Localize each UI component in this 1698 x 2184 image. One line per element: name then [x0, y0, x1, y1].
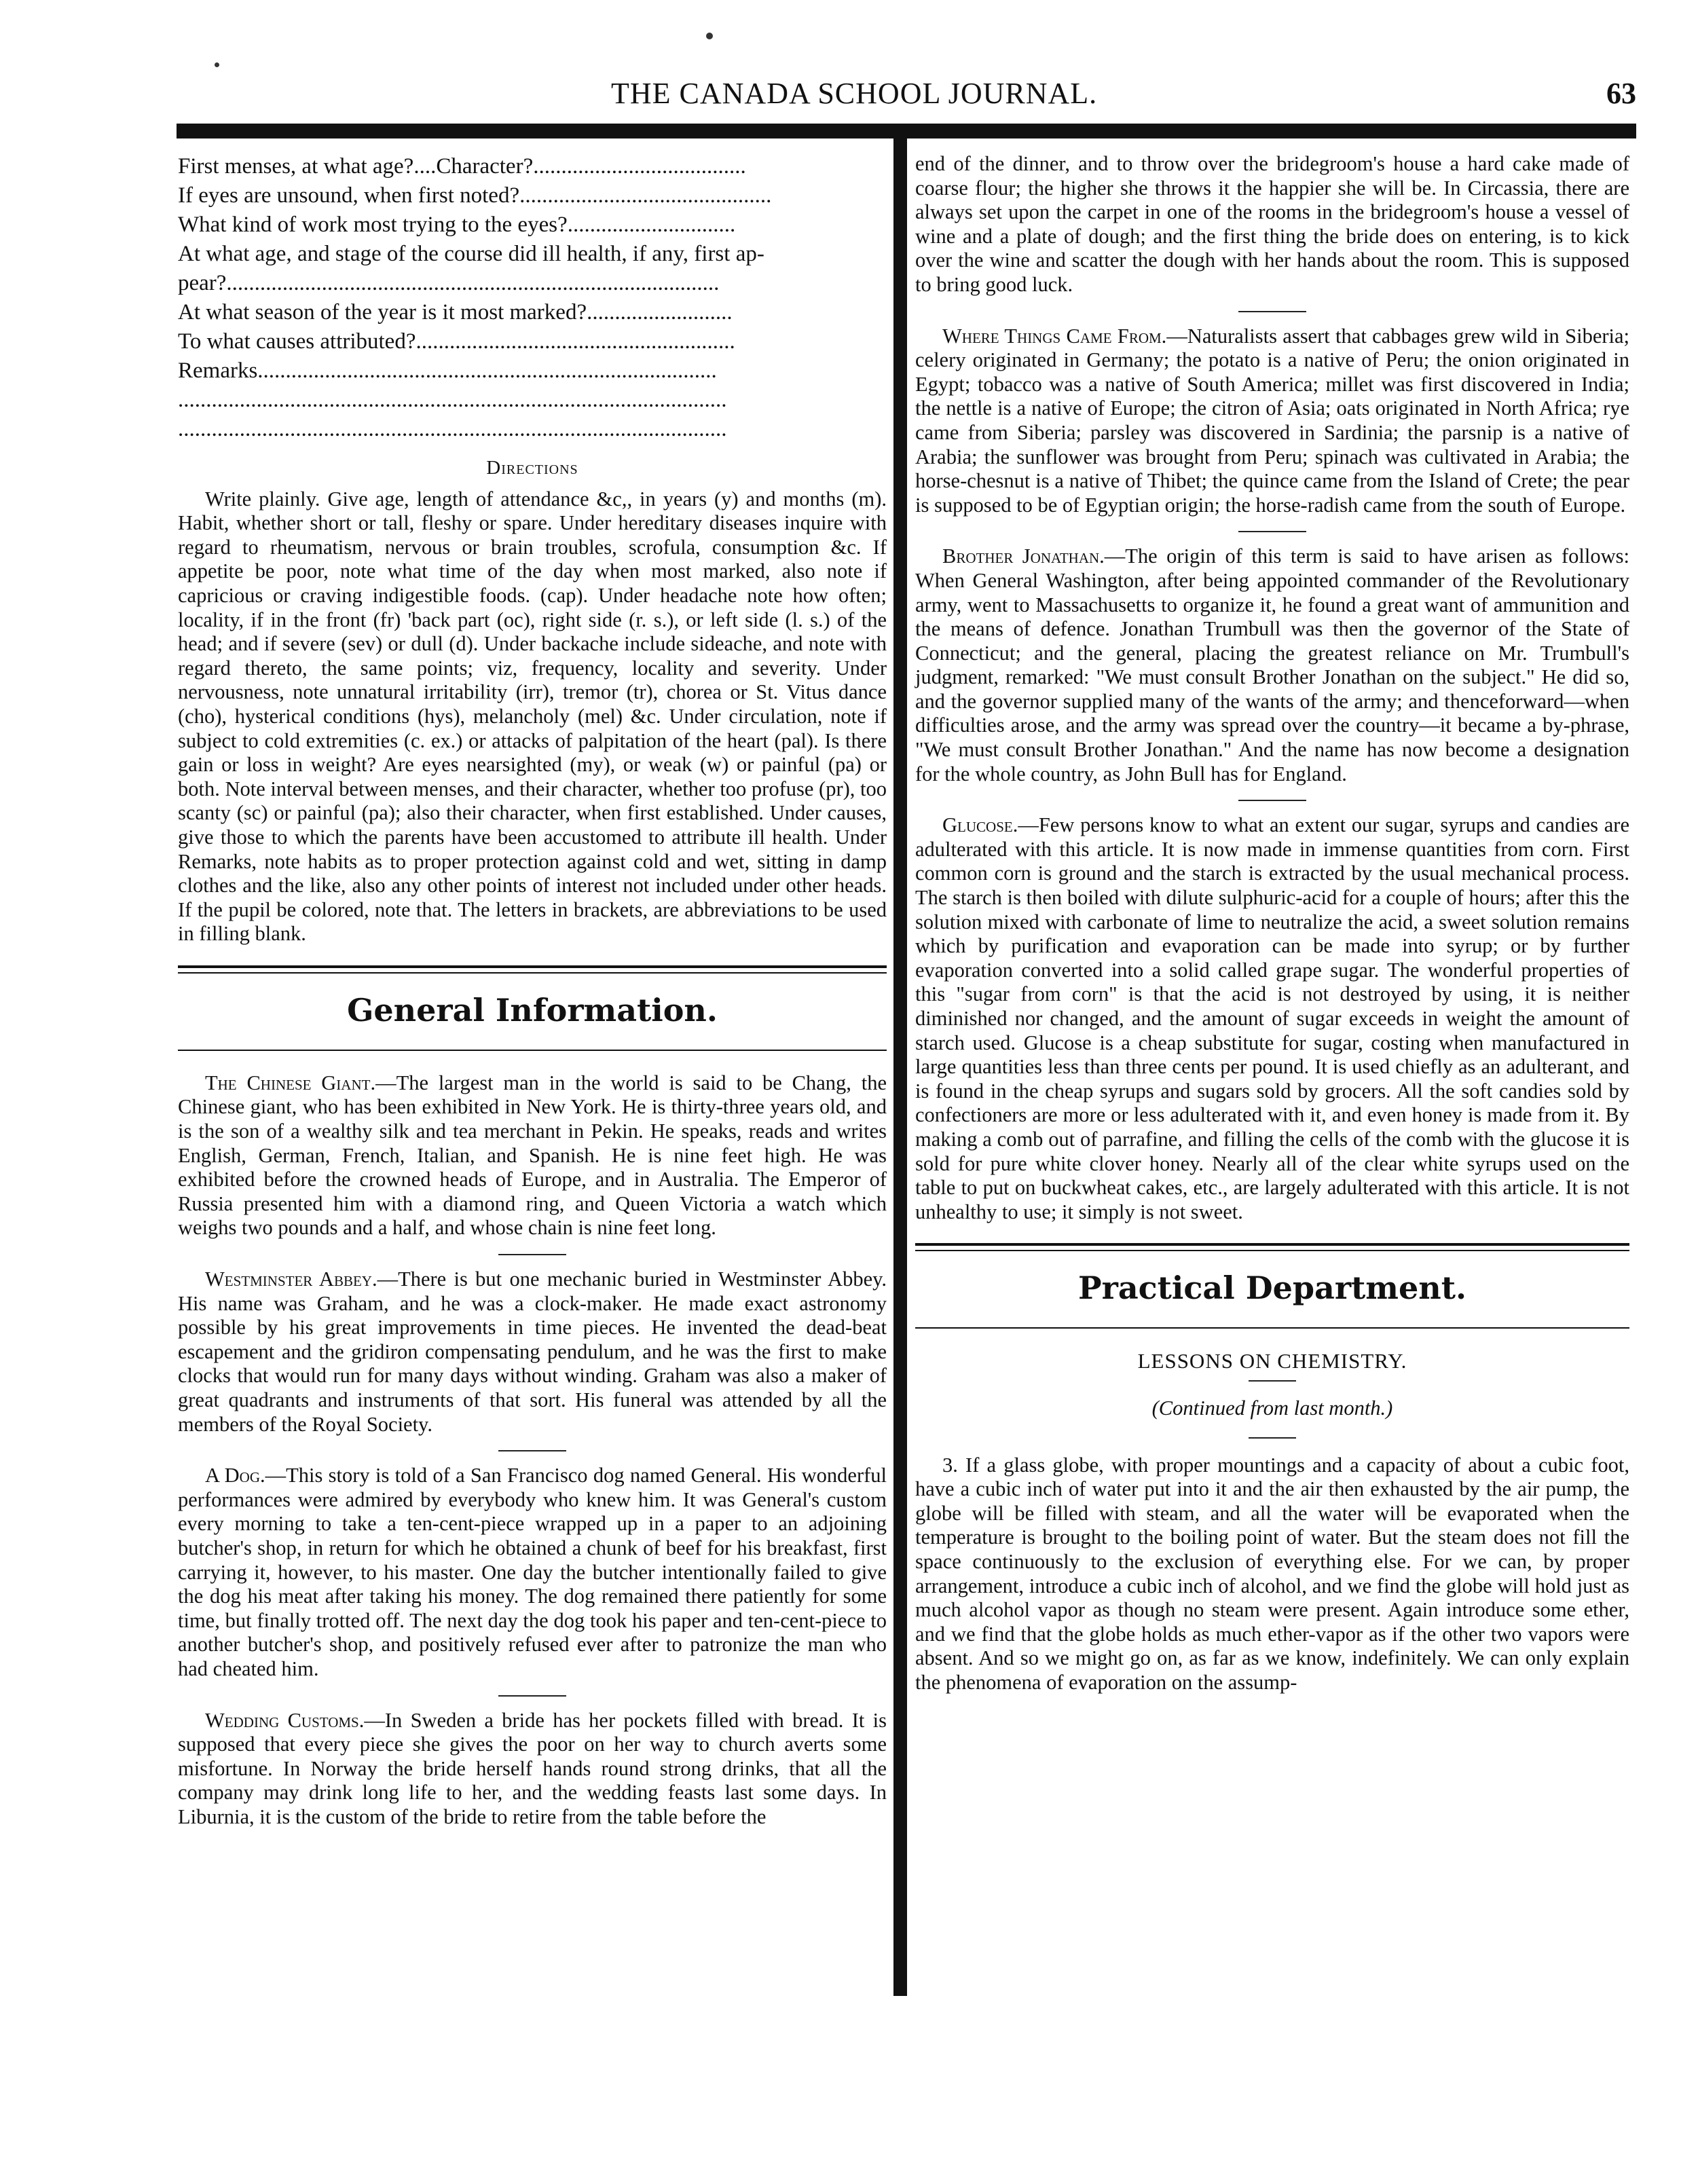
article-heading: Where Things Came From.: [942, 324, 1167, 348]
lesson-rule: [1249, 1437, 1296, 1439]
form-line: If eyes are unsound, when first noted?.............................................: [178, 183, 772, 208]
article-body: —The origin of this term is said to have arisen as follows: When General Washington, after being appointed commander of the Revolutionary army, went to Massachusetts to organize it, he found a great want of ammunition and the means of defence. Jonathan Trumbull was then the governor of the State of Connecticut; and the general, placing the greatest reliance on Mr. Trumbull's judgment, remarked: "We must consult Brother Jonathan on the subject." He did so, and the governor supplied many of the wants of the army; and thenceforward—when difficulties arose, and the army was spread over the country—it became a by-phrase, "We must consult Brother Jonathan." And the name has now become a designation for the whole country, as John Bull has for England.: [915, 544, 1629, 785]
section-rule: [178, 1050, 887, 1051]
form-line: At what season of the year is it most marked?..........................: [178, 300, 733, 325]
lesson-title: LESSONS ON CHEMISTRY.: [1137, 1349, 1407, 1373]
article-continuation: end of the dinner, and to throw over the bridegroom's house a hard cake made of coarse flour; the higher she throws it the happier she will be. In Circassia, there are always set upon the carpet in one of the rooms in the bridegroom's house a vessel of wine and a plate of dough; and the first thing the bride does on entering, is to kick over the wine and scatter the dough with her hands about the room. This is supposed to bring good luck.: [915, 152, 1629, 296]
article-chinese-giant: [178, 1071, 887, 1240]
form-line: First menses, at what age?....Character?......................................: [178, 154, 746, 179]
article-separator: [498, 1254, 566, 1255]
article-separator: [498, 1450, 566, 1451]
article-heading: Westminster Abbey.: [205, 1267, 377, 1291]
article-westminster-abbey: [178, 1267, 887, 1437]
lesson-text: 3. If a glass globe, with proper mountings and a capacity of about a cubic foot, have a cubic inch of water put into it and the air then exhausted by the air pump, the globe will be filled with steam, and all the water will be evaporated when the temperature is brought to the boiling point of water. But the steam does not fill the space continuously to the exclusion of everything else. For we can, by proper arrangement, introduce a cubic inch of alcohol, and we find the globe will hold just as much alcohol vapor as though no steam were present. Again introduce some ether, and we find that the globe holds as much ether-vapor as if the other two vapors were absent. And so we might go on, as far as we know, indefinitely. We can only explain the phenomena of evaporation on the assump-: [915, 1453, 1629, 1694]
article-brother-jonathan: [915, 544, 1629, 786]
article-separator: [1238, 800, 1306, 801]
article-a-dog: [178, 1464, 887, 1681]
lesson-rule: [1249, 1380, 1296, 1382]
directions-heading: Directions: [486, 457, 578, 479]
article-body: —Few persons know to what an extent our sugar, syrups and candies are adulterated with this article. It is now made in immense quantities from corn. First common corn is ground and the starch is extracted by the usual mechanical process. The starch is then boiled with dilute sulphuric-acid for a couple of hours; after this the solution mixed with carbonate of lime to neutralize the acid, a sweet solution remains which by purification and evaporation can be made into syrup; or by further evaporation converted into a solid called grape sugar. The wonderful properties of this "sugar from corn" is that the acid is not destroyed by using, it is neither diminished nor changed, and the amount of sugar exceeds in weight the amount of starch used. Glucose is a cheap substitute for sugar, costing when manufactured in large quantities less than three cents per pound. It is used chiefly as an adulterant, and is found in the cheap syrups and sugars sold by grocers. All the soft candies sold by confectioners are more or less adulterated with it, and even honey is made from it. By making a comb out of parrafine, and filling the cells of the comb with the glucose it is sold for pure white clover honey. Nearly all of the clear white syrups used on the table to put on buckwheat cakes, etc., are largely adulterated with this article. It is not unhealthy to use; it simply is not sweet.: [915, 813, 1629, 1223]
article-body: —This story is told of a San Francisco dog named General. His wonderful performances were admired by everybody who knew him. It was General's custom every morning to take a ten-cent-piece wrapped up in a paper to an adjoining butcher's shop, in return for which he obtained a chunk of beef for his breakfast, first carrying it, however, to his master. One day the butcher intentionally failed to give the dog his meat after taking his money. The dog remained there patiently for some time, but finally trotted off. The next day the dog took his paper and ten-cent-piece to another butcher's shop, and positively refused ever after to patronize the man who had cheated him.: [178, 1464, 887, 1680]
article-body: —Naturalists assert that cabbages grew wild in Siberia; celery originated in Germany; the potato is a native of Peru; the onion originated in Egypt; tobacco was a native of South America; millet was first discovered in India; the nettle is a native of Europe; the citron of Asia; oats originated in North Africa; rye came from Siberia; parsley was discovered in Sardinia; the parsnip is a native of Arabia; the sunflower was brought from Peru; spinach was cultivated in Arabia; the horse-chesnut is a native of Thibet; the quince came from the Island of Crete; the pear is supposed to be of Egyptian origin; the horse-radish came from the south of Europe.: [915, 324, 1630, 517]
form-line: To what causes attributed?.........................................................: [178, 329, 735, 354]
form-line: What kind of work most trying to the eyes?..............................: [178, 212, 736, 237]
article-wedding-customs: [178, 1709, 887, 1830]
section-rule: [178, 965, 887, 974]
section-title-general-information: General Information.: [347, 991, 718, 1029]
section-rule: [915, 1243, 1629, 1251]
section-title-practical-department: Practical Department.: [1078, 1270, 1466, 1307]
article-separator: [1238, 531, 1306, 532]
form-line: ..................................................................................................: [178, 417, 727, 441]
health-form: [178, 152, 887, 444]
journal-title: THE CANADA SCHOOL JOURNAL.: [611, 77, 1098, 110]
ink-speck: [215, 62, 219, 67]
article-separator: [1238, 311, 1306, 312]
form-line: Remarks..................................................................................: [178, 358, 717, 383]
form-line: pear?........................................................................................: [178, 271, 720, 295]
left-column: [178, 152, 887, 1830]
ink-speck: [706, 33, 713, 39]
right-column: [915, 152, 1629, 1695]
article-where-things-came-from: [915, 325, 1629, 518]
article-body: —The largest man in the world is said to be Chang, the Chinese giant, who has been exhibited in New York. He is thirty-three years old, and is the son of a wealthy silk and tea merchant in Pekin. He speaks, reads and writes English, German, French, Italian, and Spanish. He is nine feet high. He was exhibited before the crowned heads of Europe, and in Australia. The Emperor of Russia presented him with a diamond ring, and Queen Victoria a watch which weighs two pounds and a half, and whose chain is nine feet long.: [178, 1071, 887, 1240]
article-glucose: [915, 813, 1629, 1224]
running-header: [177, 76, 1636, 117]
article-heading: A Dog.: [205, 1464, 265, 1487]
form-line: At what age, and stage of the course did ill health, if any, first ap-: [178, 242, 764, 266]
page-number: 63: [1606, 77, 1636, 110]
column-divider: [893, 136, 907, 1996]
article-body: —In Sweden a bride has her pockets filled with bread. It is supposed that every piece she gives the poor on her way to church averts some misfortune. In Norway the bride herself hands round strong drinks, that all the company may drink long life to her, and the wedding feasts last some days. In Liburnia, it is the custom of the bride to retire from the table before the: [178, 1708, 887, 1828]
article-heading: The Chinese Giant.: [205, 1071, 376, 1094]
directions-text: Write plainly. Give age, length of attendance &c,, in years (y) and months (m). Habit, whether short or tall, fleshy or spare. Under hereditary diseases inquire with regard to rheumatism, nervous or brain troubles, scrofula, consumption &c. If appetite be poor, note what time of the day when most marked, also note if capricious or craving indigestible foods. (cap). Under headache note how often; locality, if in the front (fr) 'back part (oc), right side (r. s.), or left side (l. s.) of the head; and if severe (sev) or dull (d). Under backache include sideache, and note with regard thereto, the same points; viz, frequency, locality and severity. Under nervousness, note unnatural irritability (irr), tremor (tr), chorea or St. Vitus dance (cho), hysterical conditions (hys), melancholy (mel) &c. Under circulation, note if subject to cold extremities (c. ex.) or attacks of palpitation of the heart (pal). Is there gain or loss in weight? Are eyes nearsighted (my), or weak (w) or painful (pa) or both. Note interval between menses, and their character, whether too profuse (pr), too scanty (sc) or painful (pa); also their character, when first established. Under causes, give those to which the parents have been accustomed to attribute ill health. Under Remarks, note habits as to proper protection against cold and wet, sitting in damp clothes and the like, also any other points of interest not included under other heads. If the pupil be colored, note that. The letters in brackets, are abbreviations to be used in filling blank.: [178, 487, 887, 946]
section-rule: [915, 1327, 1629, 1329]
article-heading: Glucose.: [942, 813, 1018, 837]
article-heading: Brother Jonathan.: [942, 544, 1105, 568]
form-line: ..................................................................................................: [178, 388, 727, 412]
article-body: —There is but one mechanic buried in Westminster Abbey. His name was Graham, and he was a clock-maker. He made exact astronomy possible by his great improvements in time pieces. He invented the dead-beat escapement and the gridiron compensating pendulum, and he was the first to make clocks that would run for many days without winding. Graham was also a maker of great quadrants and instruments of that sort. His funeral was attended by all the members of the Royal Society.: [178, 1267, 887, 1436]
lesson-subtitle: (Continued from last month.): [1151, 1396, 1393, 1420]
article-heading: Wedding Customs.: [205, 1708, 365, 1732]
article-separator: [498, 1695, 566, 1697]
